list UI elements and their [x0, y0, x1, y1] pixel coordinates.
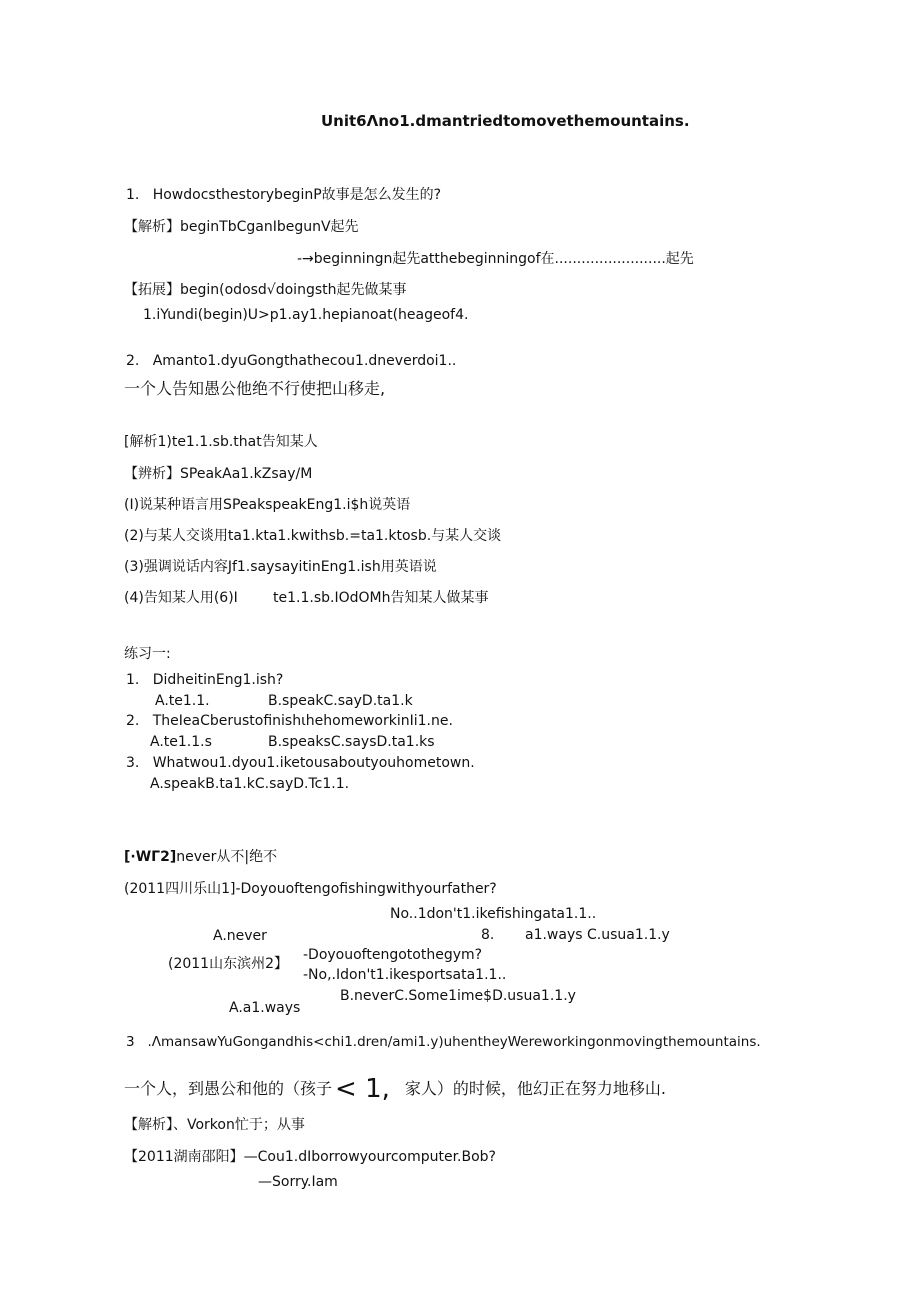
- translation-part-2: 家人）的时候，他幻正在努力地移山.: [404, 1079, 666, 1098]
- practice-heading: 练习一:: [124, 646, 171, 662]
- comparison-item-1: (I)说某种语言用SPeakspeakEng1.i$h说英语: [124, 497, 411, 513]
- never-heading: [124, 849, 277, 866]
- comparison-heading: 【辨析】SPeakAa1.kZsay/M: [124, 466, 313, 482]
- question-3: 3 .ΛmansawYuGongandhis<chi1.dren∕ami1.y)uhentheyWereworkingonmovingthemountains.: [126, 1034, 761, 1050]
- never-example-1-option-b-number: 8.: [481, 927, 495, 943]
- page-title: Unit6Λno1.dmantriedtomovethemountains.: [321, 112, 690, 130]
- practice-q1-options: B.speakC.sayD.ta1.k: [268, 693, 413, 709]
- example-yundi: 1.iYundi(begin)U>p1.ay1.hepianoat(heageof4.: [143, 307, 469, 323]
- example-shaoyang: 【2011湖南邵阳】—Cou1.dIborrowyourcomputer.Bob?: [124, 1149, 496, 1165]
- question-1: 1. HowdocsthestorybeginP故事是怎么发生的?: [126, 187, 442, 203]
- practice-q1: 1. DidheitinEng1.ish?: [126, 672, 284, 688]
- comparison-item-3: (3)强调说话内容Jf1.saysayitinEng1.ish用英语说: [124, 559, 437, 575]
- never-heading-text: never从不|绝不: [176, 849, 278, 865]
- question-2-translation: 一个人告知愚公他绝不行使把山移走,: [124, 379, 386, 398]
- example-shaoyang-reply: —Sorry.Iam: [258, 1174, 338, 1190]
- never-example-2-line-2: -No,.Idon't1.ikesportsata1.1..: [303, 967, 507, 983]
- beginning-note: -→beginningn起先atthebeginningof在.........................起先: [297, 251, 694, 267]
- practice-q2-option-a: A.te1.1.s: [150, 734, 212, 750]
- never-example-2-line-1: -Doyouoftengotothegym?: [303, 947, 483, 963]
- practice-q1-option-a: A.te1.1.: [155, 693, 210, 709]
- comparison-item-2: (2)与某人交谈用ta1.kta1.kwithsb.=ta1.ktosb.与某人交谈: [124, 528, 502, 544]
- practice-q3: 3. Whatwou1.dyou1.iketousaboutyouhometown.: [126, 755, 475, 771]
- question-2: 2. Amanto1.dyuGongthathecou1.dneverdoi1..: [126, 353, 457, 369]
- extension-begin: 【拓展】begin(odosd√doingsth起先做某事: [124, 282, 407, 298]
- analysis-begin: 【解析】beginTbCganIbegunV起先: [124, 219, 359, 235]
- translation-part-1: 一个人，到愚公和他的（孩子: [124, 1079, 333, 1098]
- never-example-2-source: (2011山东滨州2】: [168, 956, 288, 972]
- question-3-translation: [124, 1074, 666, 1105]
- never-example-1-options: a1.ways C.usua1.1.y: [525, 927, 670, 943]
- practice-q2-options: B.speaksC.saysD.ta1.ks: [268, 734, 435, 750]
- never-example-2-options: B.neverC.Some1ime$D.usua1.1.y: [340, 988, 576, 1004]
- never-example-1: (2011四川乐山1]-Doyouoftengofishingwithyourfather?: [124, 881, 497, 897]
- comparison-item-4-rest: te1.1.sb.IOdOMh告知某人做某事: [273, 590, 489, 606]
- translation-symbol: < 1,: [335, 1074, 390, 1104]
- never-example-2-option-a: A.a1.ways: [229, 1000, 301, 1016]
- practice-q3-options: A.speakB.ta1.kC.sayD.Tc1.1.: [150, 776, 350, 792]
- never-heading-tag: [·WΓ2]: [124, 849, 177, 865]
- comparison-item-4: (4)告知某人用(6)I: [124, 590, 238, 606]
- never-example-1-reply: No..1don't1.ikefishingata1.1..: [390, 906, 597, 922]
- analysis-tell: [解析1)te1.1.sb.that告知某人: [124, 434, 318, 450]
- practice-q2: 2. TheIeaCberustofinishιhehomeworkinIi1.ne.: [126, 713, 453, 729]
- analysis-work-on: 【解析】、Vorkon忙于；从事: [124, 1117, 305, 1133]
- never-example-1-option-a: A.never: [213, 928, 267, 944]
